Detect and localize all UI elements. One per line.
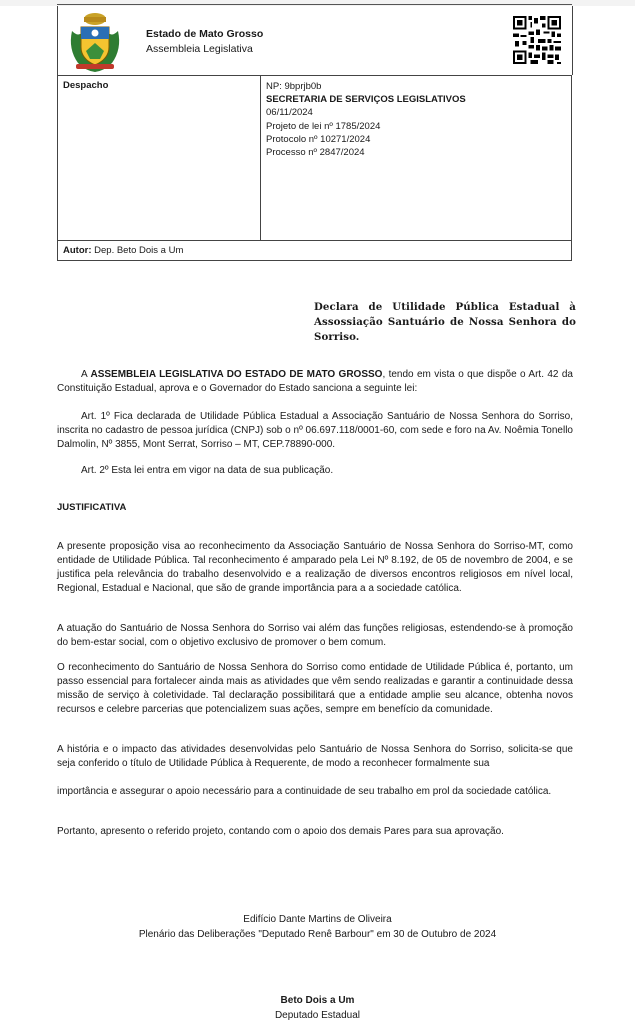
state-name: Estado de Mato Grosso	[146, 28, 264, 40]
justification-paragraph-2: A atuação do Santuário de Nossa Senhora do Sorriso vai além das funções religiosas, estendendo-se à promoção do bem-estar social, com o objetivo exclusivo de promover o bem comum.	[57, 623, 573, 648]
article-1: Art. 1º Fica declarada de Utilidade Pública Estadual a Associação Santuário de Nossa Senhora do Sorriso, inscrita no cadastro de pessoa jurídica (CNPJ) sob o nº 06.697.118/0001-60, com sede e foro na Av. Noêmia Tonello Dalmolin, Nº 3855, Mont Serrat, Sorriso – MT, CEP.78890-000.	[57, 411, 573, 450]
protocolo-number: Protocolo nº 10271/2024	[266, 133, 371, 145]
justification-paragraph-6: Portanto, apresento o referido projeto, contando com o apoio dos demais Pares para sua aprovação.	[57, 826, 504, 837]
article-2: Art. 2º Esta lei entra em vigor na data de sua publicação.	[81, 465, 334, 476]
coat-of-arms-icon	[66, 9, 124, 73]
justification-paragraph-4: A história e o impacto das atividades desenvolvidas pelo Santuário de Nossa Senhora do Sorriso, solicita-se que seja conferido o título de Utilidade Pública à Requerente, de modo a reconhecer formalmente sua	[57, 744, 573, 769]
author-line	[63, 245, 183, 256]
dispatch-box	[57, 75, 572, 261]
plenary-date: Plenário das Deliberações "Deputado Renê Barbour" em 30 de Outubro de 2024	[138, 929, 497, 940]
document-header	[57, 6, 573, 75]
author-value: Dep. Beto Dois a Um	[94, 245, 184, 256]
signer-name: Beto Dois a Um	[280, 995, 355, 1006]
signer-title: Deputado Estadual	[274, 1010, 361, 1021]
bill-summary: Declara de Utilidade Pública Estadual à Assossiação Santuário de Nossa Senhora do Sorriso.	[314, 301, 576, 343]
projeto-number: Projeto de lei nº 1785/2024	[266, 120, 381, 132]
assembly-name: Assembleia Legislativa	[146, 43, 253, 55]
justification-paragraph-5: importância e assegurar o apoio necessário para a continuidade de seu trabalho em prol da sociedade católica.	[57, 786, 552, 797]
justification-paragraph-3: O reconhecimento do Santuário de Nossa Senhora do Sorriso como entidade de Utilidade Pública é, portanto, um passo essencial para fortalecer ainda mais as atividades que vêm sendo realizadas e garantir a continuidade dessa missão de serviço à coletividade. Tal declaração possibilitará que a entidade amplie seu alcance, obtenha novos recursos e celebre parcerias que potencializem suas ações, sempre em benefício da comunidade.	[57, 662, 573, 715]
np-code: NP: 9bprjb0b	[266, 81, 322, 92]
preamble-assembly: ASSEMBLEIA LEGISLATIVA DO ESTADO DE MATO GROSSO	[90, 369, 383, 380]
author-label: Autor:	[63, 245, 92, 256]
box-row-divider	[58, 240, 571, 241]
preamble-paragraph	[57, 368, 573, 396]
justification-paragraph-1: A presente proposição visa ao reconhecimento da Associação Santuário de Nossa Senhora do Sorriso-MT, como entidade de Utilidade Pública. Tal reconhecimento é amparado pela Lei Nº 8.192, de 05 de novembro de 2004, e se justifica pela relevância do trabalho desenvolvido e a realização de diversos encontros religiosos em nível local, Regional, Estadual e Nacional, que são de grande importância para a a sociedade católica.	[57, 541, 573, 594]
qr-code-icon	[513, 16, 561, 64]
justification-title: JUSTIFICATIVA	[57, 502, 127, 513]
protocol-details	[266, 80, 466, 159]
box-column-divider	[260, 76, 261, 240]
protocol-date: 06/11/2024	[266, 107, 313, 119]
despacho-label: Despacho	[63, 80, 109, 91]
preamble-rest: , tendo em vista o que dispõe o Art. 42 da Constituição Estadual, aprova e o Governador do Estado sanciona a seguinte lei:	[57, 369, 573, 394]
processo-number: Processo nº 2847/2024	[266, 147, 365, 159]
building-name: Edifício Dante Martins de Oliveira	[243, 914, 392, 925]
secretaria-name: SECRETARIA DE SERVIÇOS LEGISLATIVOS	[266, 94, 466, 106]
preamble-prefix: A	[81, 369, 91, 380]
top-border-line	[57, 4, 572, 5]
